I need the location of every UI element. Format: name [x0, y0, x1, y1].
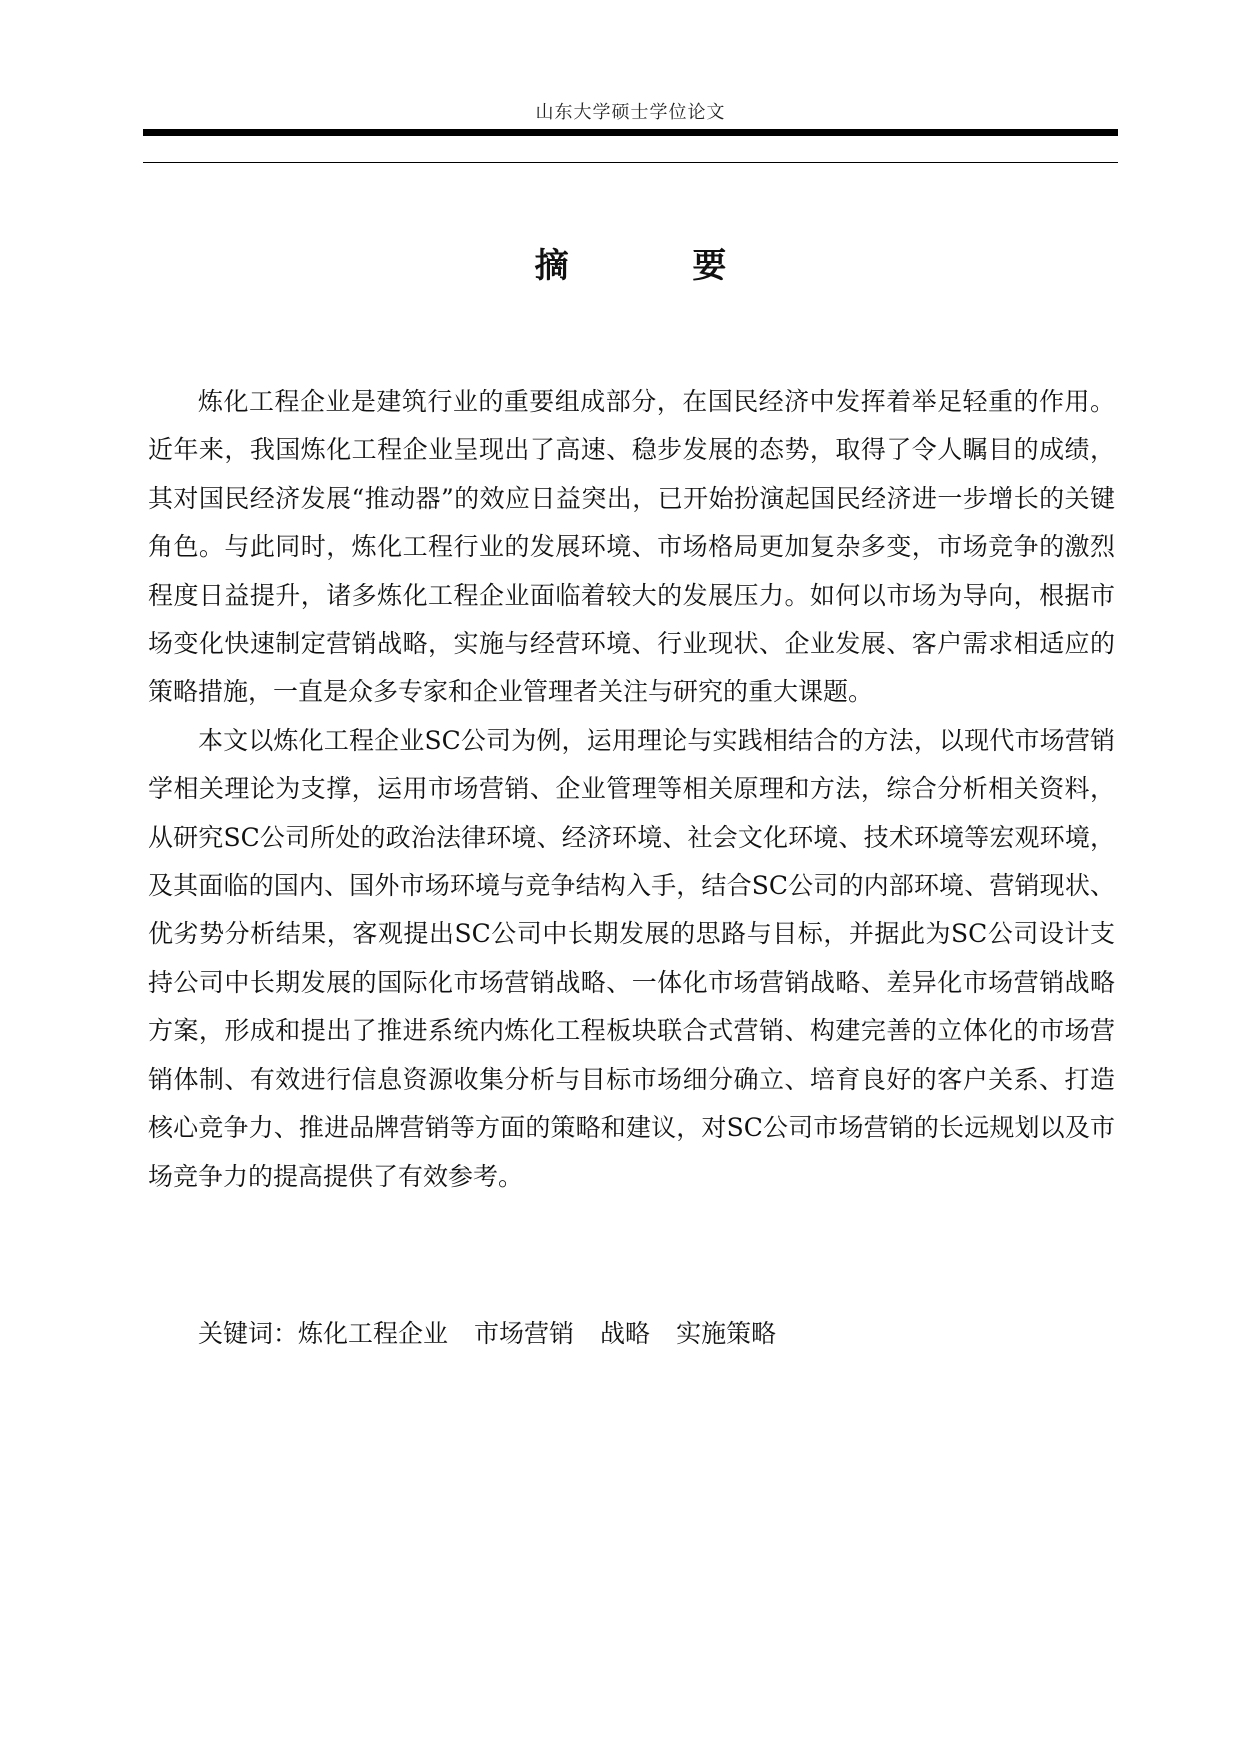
- keyword-item: 战略: [600, 1319, 651, 1348]
- keywords-line: [198, 1314, 802, 1350]
- abstract-body: [148, 378, 1115, 1201]
- running-header: 山东大学硕士学位论文: [535, 102, 726, 123]
- abstract-title: 摘 要: [534, 246, 783, 286]
- abstract-paragraph-2: 本文以炼化工程企业SC公司为例，运用理论与实践相结合的方法，以现代市场营销学相关理论为支撑，运用市场营销、企业管理等相关原理和方法，综合分析相关资料，从研究SC公司所处的政治法律环境、经济环境、社会文化环境、技术环境等宏观环境，及其面临的国内、国外市场环境与竞争结构入手，结合SC公司的内部环境、营销现状、优劣势分析结果，客观提出SC公司中长期发展的思路与目标，并据此为SC公司设计支持公司中长期发展的国际化市场营销战略、一体化市场营销战略、差异化市场营销战略方案，形成和提出了推进系统内炼化工程板块联合式营销、构建完善的立体化的市场营销体制、有效进行信息资源收集分析与目标市场细分确立、培育良好的客户关系、打造核心竞争力、推进品牌营销等方面的策略和建议，对SC公司市场营销的长远规划以及市场竞争力的提高提供了有效参考。: [148, 725, 1115, 1191]
- header-rule-thin: [143, 162, 1118, 163]
- abstract-paragraph-1: 炼化工程企业是建筑行业的重要组成部分，在国民经济中发挥着举足轻重的作用。近年来，我国炼化工程企业呈现出了高速、稳步发展的态势，取得了令人瞩目的成绩，其对国民经济发展“推动器”的效应日益突出，已开始扮演起国民经济进一步增长的关键角色。与此同时，炼化工程行业的发展环境、市场格局更加复杂多变，市场竞争的激烈程度日益提升，诸多炼化工程企业面临着较大的发展压力。如何以市场为导向，根据市场变化快速制定营销战略，实施与经营环境、行业现状、企业发展、客户需求相适应的策略措施，一直是众多专家和企业管理者关注与研究的重大课题。: [148, 387, 1115, 707]
- header-rule-thick: [143, 129, 1118, 136]
- keyword-item: 实施策略: [676, 1319, 777, 1348]
- keywords-label: 关键词：: [198, 1319, 299, 1348]
- keyword-item: 炼化工程企业: [298, 1319, 449, 1348]
- keyword-item: 市场营销: [474, 1319, 575, 1348]
